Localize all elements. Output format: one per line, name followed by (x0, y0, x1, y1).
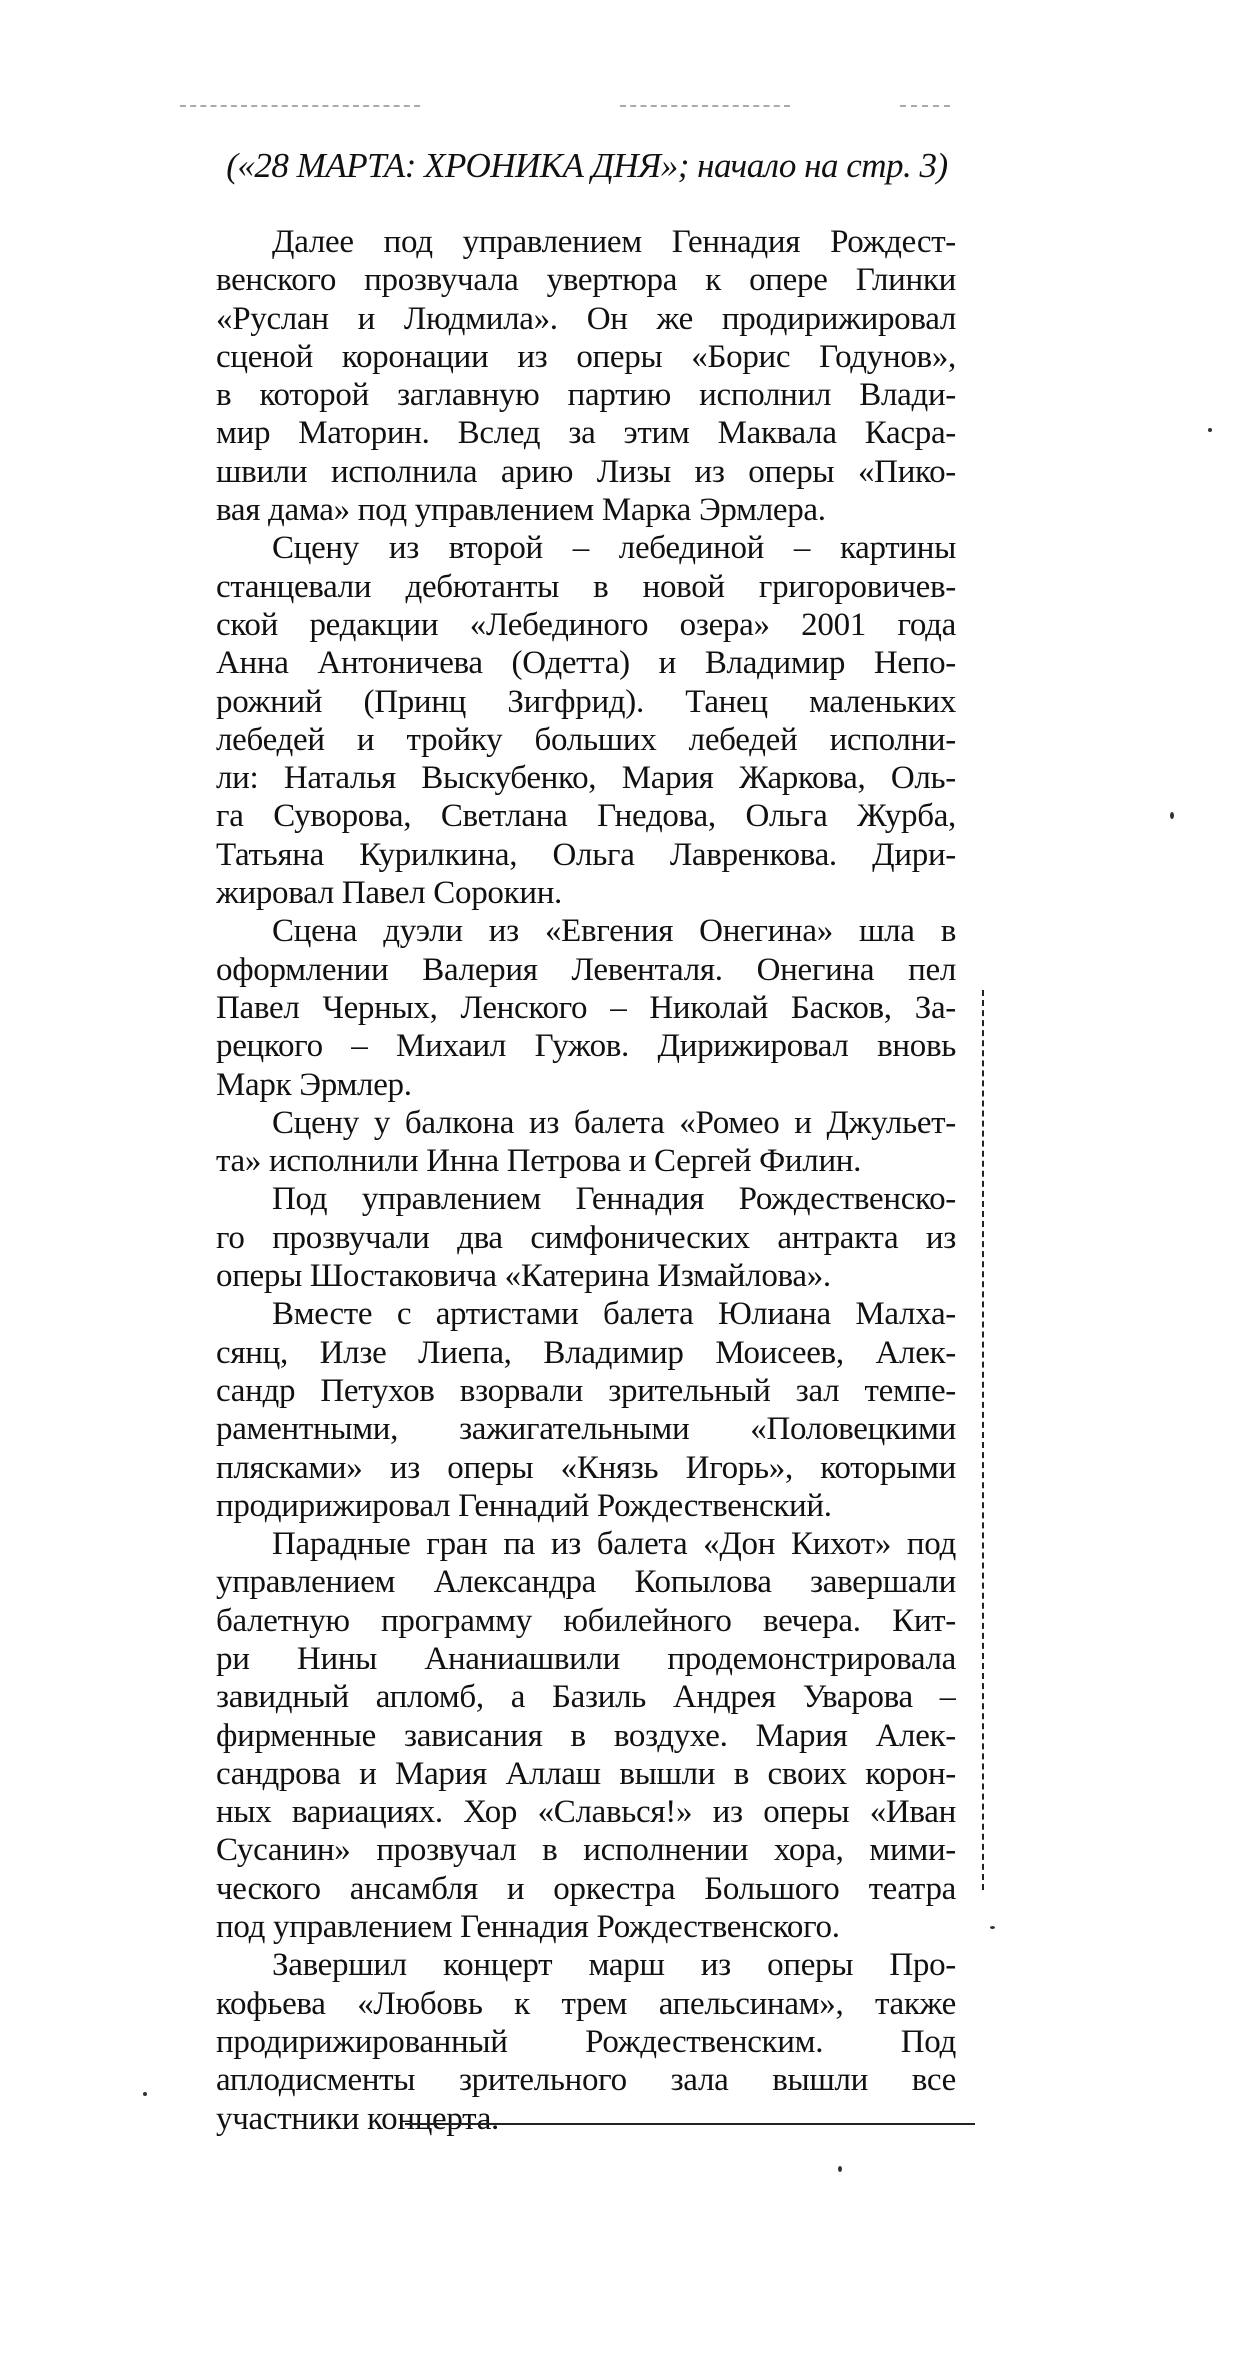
text-line: Под управлением Геннадия Рождественско- (272, 1181, 956, 1218)
text-line: сандрова и Мария Аллаш вышли в своих корон- (216, 1755, 956, 1792)
text-line: станцевали дебютанты в новой григоровичев- (216, 568, 956, 605)
text-line: ли: Наталья Выскубенко, Мария Жаркова, Оль- (216, 760, 956, 797)
text-line: плясками» из оперы «Князь Игорь», которыми (216, 1449, 956, 1486)
article-paragraph (216, 1104, 956, 1181)
text-line: та» исполнили Инна Петрова и Сергей Филин. (216, 1143, 862, 1180)
text-line: сандр Петухов взорвали зрительный зал темпе- (216, 1372, 956, 1409)
text-line: управлением Александра Копылова завершали (216, 1564, 956, 1601)
text-line: Татьяна Курилкина, Ольга Лавренкова. Дири- (216, 836, 956, 873)
scan-speck (838, 2166, 842, 2172)
article-end-rule (405, 2123, 975, 2125)
text-line: раментными, зажигательными «Половецкими (216, 1411, 956, 1448)
article-paragraph (216, 1295, 956, 1525)
text-line: Вместе с артистами балета Юлиана Малха- (272, 1296, 956, 1333)
text-line: Анна Антоничева (Одетта) и Владимир Непо- (216, 645, 956, 682)
article-paragraph (216, 1525, 956, 1946)
text-line: Сцену из второй – лебединой – картины (272, 530, 956, 567)
text-line: Сцену у балкона из балета «Ромео и Джульет- (272, 1104, 956, 1141)
text-line: балетную программу юбилейного вечера. Кит- (216, 1602, 956, 1639)
text-line: рецкого – Михаил Гужов. Дирижировал вновь (216, 1028, 956, 1065)
text-line: ри Нины Ананиашвили продемонстрировала (216, 1640, 956, 1677)
text-line: под управлением Геннадия Рождественского. (216, 1909, 840, 1946)
text-line: Завершил концерт марш из оперы Про- (272, 1947, 956, 1984)
text-line: оформлении Валерия Левенталя. Онегина пел (216, 951, 956, 988)
continuation-note: («28 МАРТА: ХРОНИКА ДНЯ»; начало на стр. 3) (226, 146, 948, 185)
text-line: участники концерта. (216, 2100, 499, 2137)
column-divider (982, 990, 984, 1890)
text-line: продирижированный Рождественским. Под (216, 2023, 956, 2060)
text-line: Сцена дуэли из «Евгения Онегина» шла в (272, 913, 956, 950)
scan-speck (1208, 428, 1212, 432)
text-line: венского прозвучала увертюра к опере Глинки (216, 262, 956, 299)
scan-speck (1170, 812, 1174, 819)
text-line: оперы Шостаковича «Катерина Измайлова». (216, 1258, 831, 1295)
scan-speck (990, 1926, 995, 1929)
article-paragraph (216, 1180, 956, 1295)
text-line: продирижировал Геннадий Рождественский. (216, 1487, 832, 1524)
text-line: Далее под управлением Геннадия Рождест- (272, 224, 956, 260)
text-line: фирменные зависания в воздухе. Мария Алек- (216, 1717, 956, 1754)
text-line: жировал Павел Сорокин. (216, 875, 563, 912)
article-paragraph (216, 1946, 956, 2137)
text-line: го прозвучали два симфонических антракта из (216, 1219, 956, 1256)
text-line: га Суворова, Светлана Гнедова, Ольга Журба, (216, 798, 956, 835)
text-line: ных вариациях. Хор «Славься!» из оперы «Иван (216, 1794, 956, 1831)
scan-artifact (900, 105, 950, 107)
text-line: кофьева «Любовь к трем апельсинам», также (216, 1985, 956, 2022)
text-line: сянц, Илзе Лиепа, Владимир Моисеев, Алек- (216, 1334, 956, 1371)
article-paragraph (216, 223, 956, 529)
text-line: ческого ансамбля и оркестра Большого театра (216, 1870, 956, 1907)
text-line: «Руслан и Людмила». Он же продирижировал (216, 300, 956, 337)
text-line: швили исполнила арию Лизы из оперы «Пико- (216, 453, 956, 490)
text-line: аплодисменты зрительного зала вышли все (216, 2062, 956, 2099)
text-line: лебедей и тройку больших лебедей исполни- (216, 721, 956, 758)
text-line: завидный апломб, а Базиль Андрея Уварова – (216, 1679, 956, 1716)
article-paragraph (216, 529, 956, 912)
text-line: вая дама» под управлением Марка Эрмлера. (216, 492, 826, 529)
article-body (216, 223, 956, 2138)
scan-speck (143, 2092, 147, 2096)
text-line: Марк Эрмлер. (216, 1066, 412, 1103)
text-line: в которой заглавную партию исполнил Влади- (216, 377, 956, 414)
text-line: мир Маторин. Вслед за этим Маквала Касра- (216, 415, 956, 452)
text-line: ской редакции «Лебединого озера» 2001 года (216, 606, 956, 643)
scan-artifact (180, 105, 420, 107)
text-line: Парадные гран па из балета «Дон Кихот» под (272, 1526, 956, 1563)
text-line: Павел Черных, Ленского – Николай Басков, За- (216, 989, 956, 1026)
text-line: рожний (Принц Зигфрид). Танец маленьких (216, 683, 956, 720)
article-paragraph (216, 912, 956, 1103)
text-line: Сусанин» прозвучал в исполнении хора, мими- (216, 1832, 956, 1869)
scan-artifact (620, 105, 790, 107)
text-line: сценой коронации из оперы «Борис Годунов», (216, 338, 956, 375)
